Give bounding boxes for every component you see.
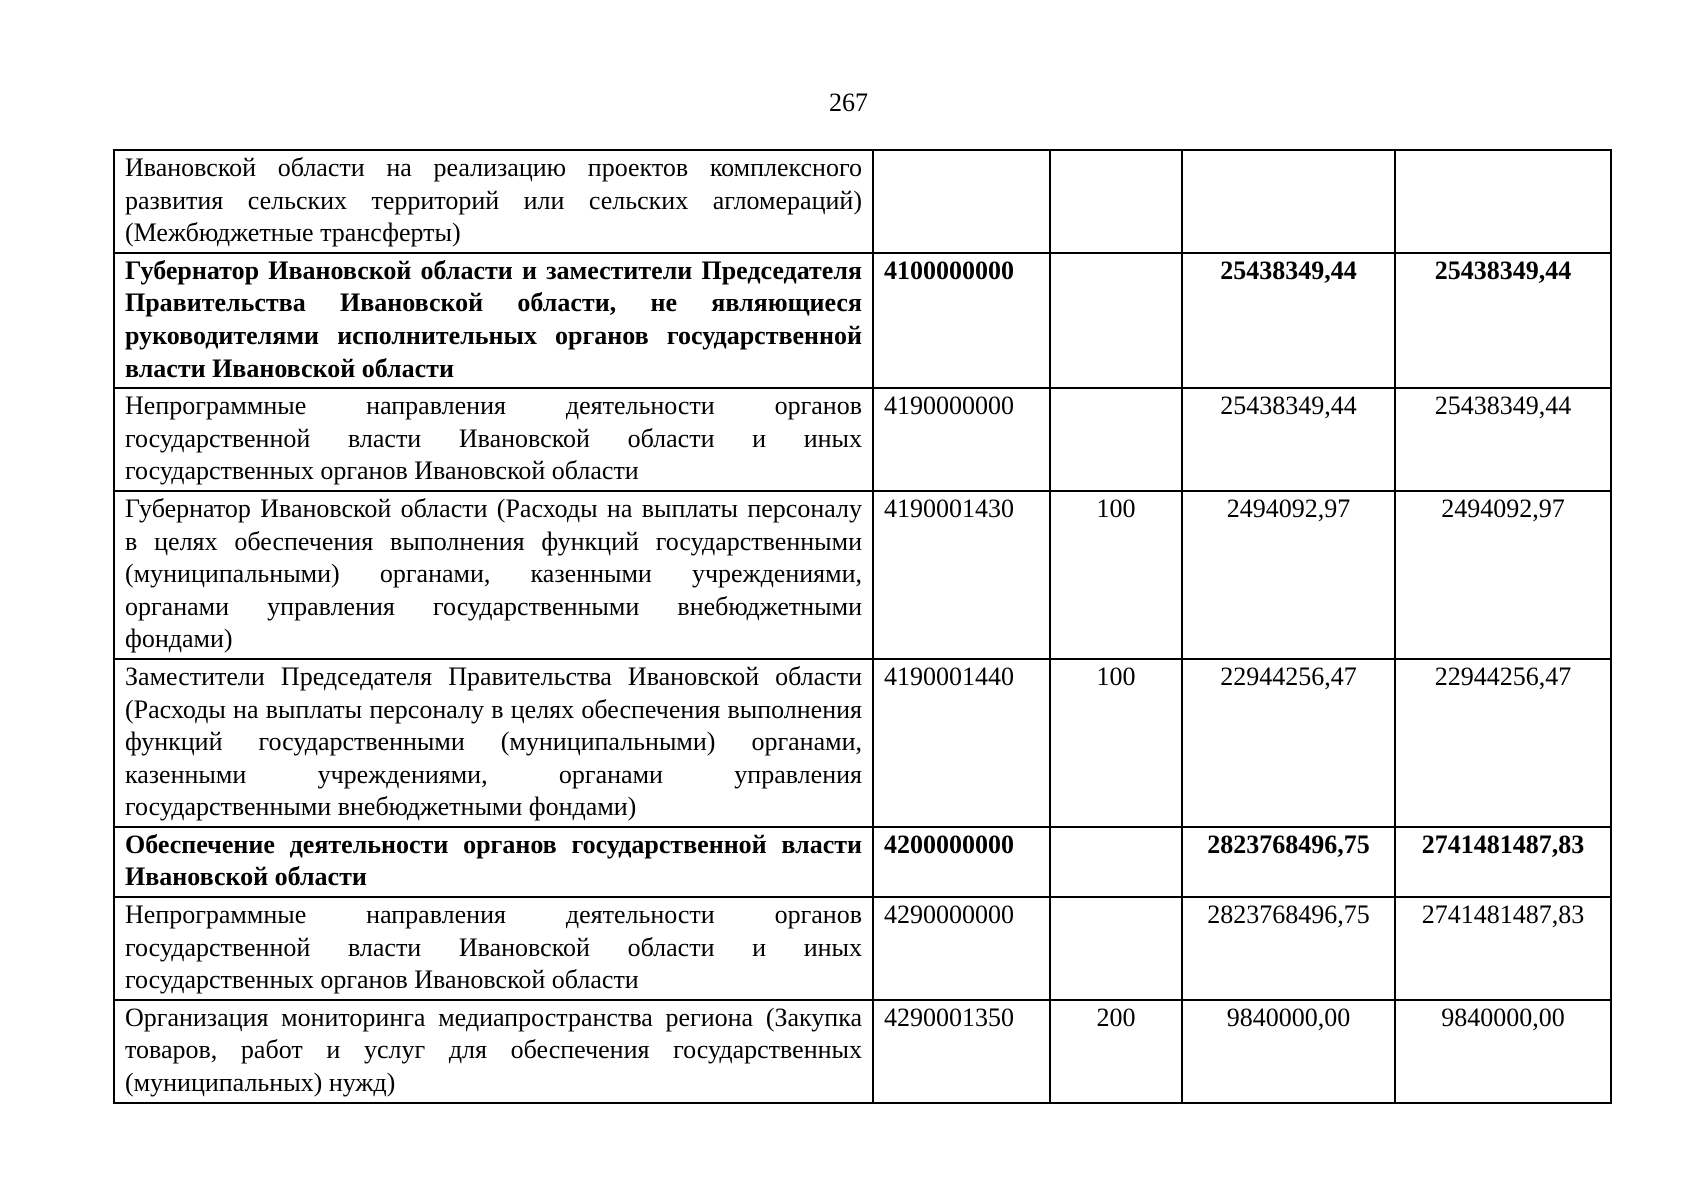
row-code: 4290001350 — [873, 1000, 1050, 1103]
table-row — [114, 659, 1611, 827]
row-code: 4190000000 — [873, 388, 1050, 491]
table-row — [114, 491, 1611, 659]
row-type — [1050, 150, 1182, 253]
row-amount-1: 22944256,47 — [1182, 659, 1395, 827]
table-row — [114, 150, 1611, 253]
row-type — [1050, 388, 1182, 491]
row-amount-2: 9840000,00 — [1395, 1000, 1611, 1103]
row-description: Непрограммные направления деятельности органов государственной власти Ивановской области и иных государственных органов Ивановской области — [114, 897, 873, 1000]
row-code: 4100000000 — [873, 253, 1050, 388]
row-amount-2: 2741481487,83 — [1395, 897, 1611, 1000]
row-description: Непрограммные направления деятельности органов государственной власти Ивановской области и иных государственных органов Ивановской области — [114, 388, 873, 491]
row-amount-1: 2823768496,75 — [1182, 897, 1395, 1000]
table-row — [114, 388, 1611, 491]
row-amount-2: 25438349,44 — [1395, 388, 1611, 491]
row-code: 4190001440 — [873, 659, 1050, 827]
row-amount-1: 2823768496,75 — [1182, 827, 1395, 897]
row-description: Организация мониторинга медиапространства региона (Закупка товаров, работ и услуг для обеспечения государственных (муниципальных) нужд) — [114, 1000, 873, 1103]
row-amount-2: 2494092,97 — [1395, 491, 1611, 659]
table-row — [114, 253, 1611, 388]
row-type: 100 — [1050, 491, 1182, 659]
row-amount-2 — [1395, 150, 1611, 253]
row-description: Губернатор Ивановской области (Расходы на выплаты персоналу в целях обеспечения выполнения функций государственными (муниципальными) органами, казенными учреждениями, органами управления государственными внебюджетными фондами) — [114, 491, 873, 659]
row-code: 4290000000 — [873, 897, 1050, 1000]
budget-table — [113, 149, 1612, 1104]
row-amount-2: 22944256,47 — [1395, 659, 1611, 827]
row-amount-1: 25438349,44 — [1182, 253, 1395, 388]
row-code: 4200000000 — [873, 827, 1050, 897]
row-description: Заместители Председателя Правительства Ивановской области (Расходы на выплаты персоналу в целях обеспечения выполнения функций государственными (муниципальными) органами, казенными учреждениями, органами управления государственными внебюджетными фондами) — [114, 659, 873, 827]
row-type: 100 — [1050, 659, 1182, 827]
row-code — [873, 150, 1050, 253]
row-amount-2: 2741481487,83 — [1395, 827, 1611, 897]
row-description: Губернатор Ивановской области и заместители Председателя Правительства Ивановской области, не являющиеся руководителями исполнительных органов государственной власти Ивановской области — [114, 253, 873, 388]
row-amount-1: 2494092,97 — [1182, 491, 1395, 659]
row-type — [1050, 253, 1182, 388]
row-amount-1 — [1182, 150, 1395, 253]
row-code: 4190001430 — [873, 491, 1050, 659]
page-number: 267 — [829, 88, 868, 117]
row-amount-2: 25438349,44 — [1395, 253, 1611, 388]
table-row — [114, 897, 1611, 1000]
table-row — [114, 1000, 1611, 1103]
row-type: 200 — [1050, 1000, 1182, 1103]
row-amount-1: 25438349,44 — [1182, 388, 1395, 491]
row-type — [1050, 827, 1182, 897]
row-description: Обеспечение деятельности органов государственной власти Ивановской области — [114, 827, 873, 897]
table-row — [114, 827, 1611, 897]
row-amount-1: 9840000,00 — [1182, 1000, 1395, 1103]
row-description: Ивановской области на реализацию проектов комплексного развития сельских территорий или сельских агломераций) (Межбюджетные трансферты) — [114, 150, 873, 253]
row-type — [1050, 897, 1182, 1000]
